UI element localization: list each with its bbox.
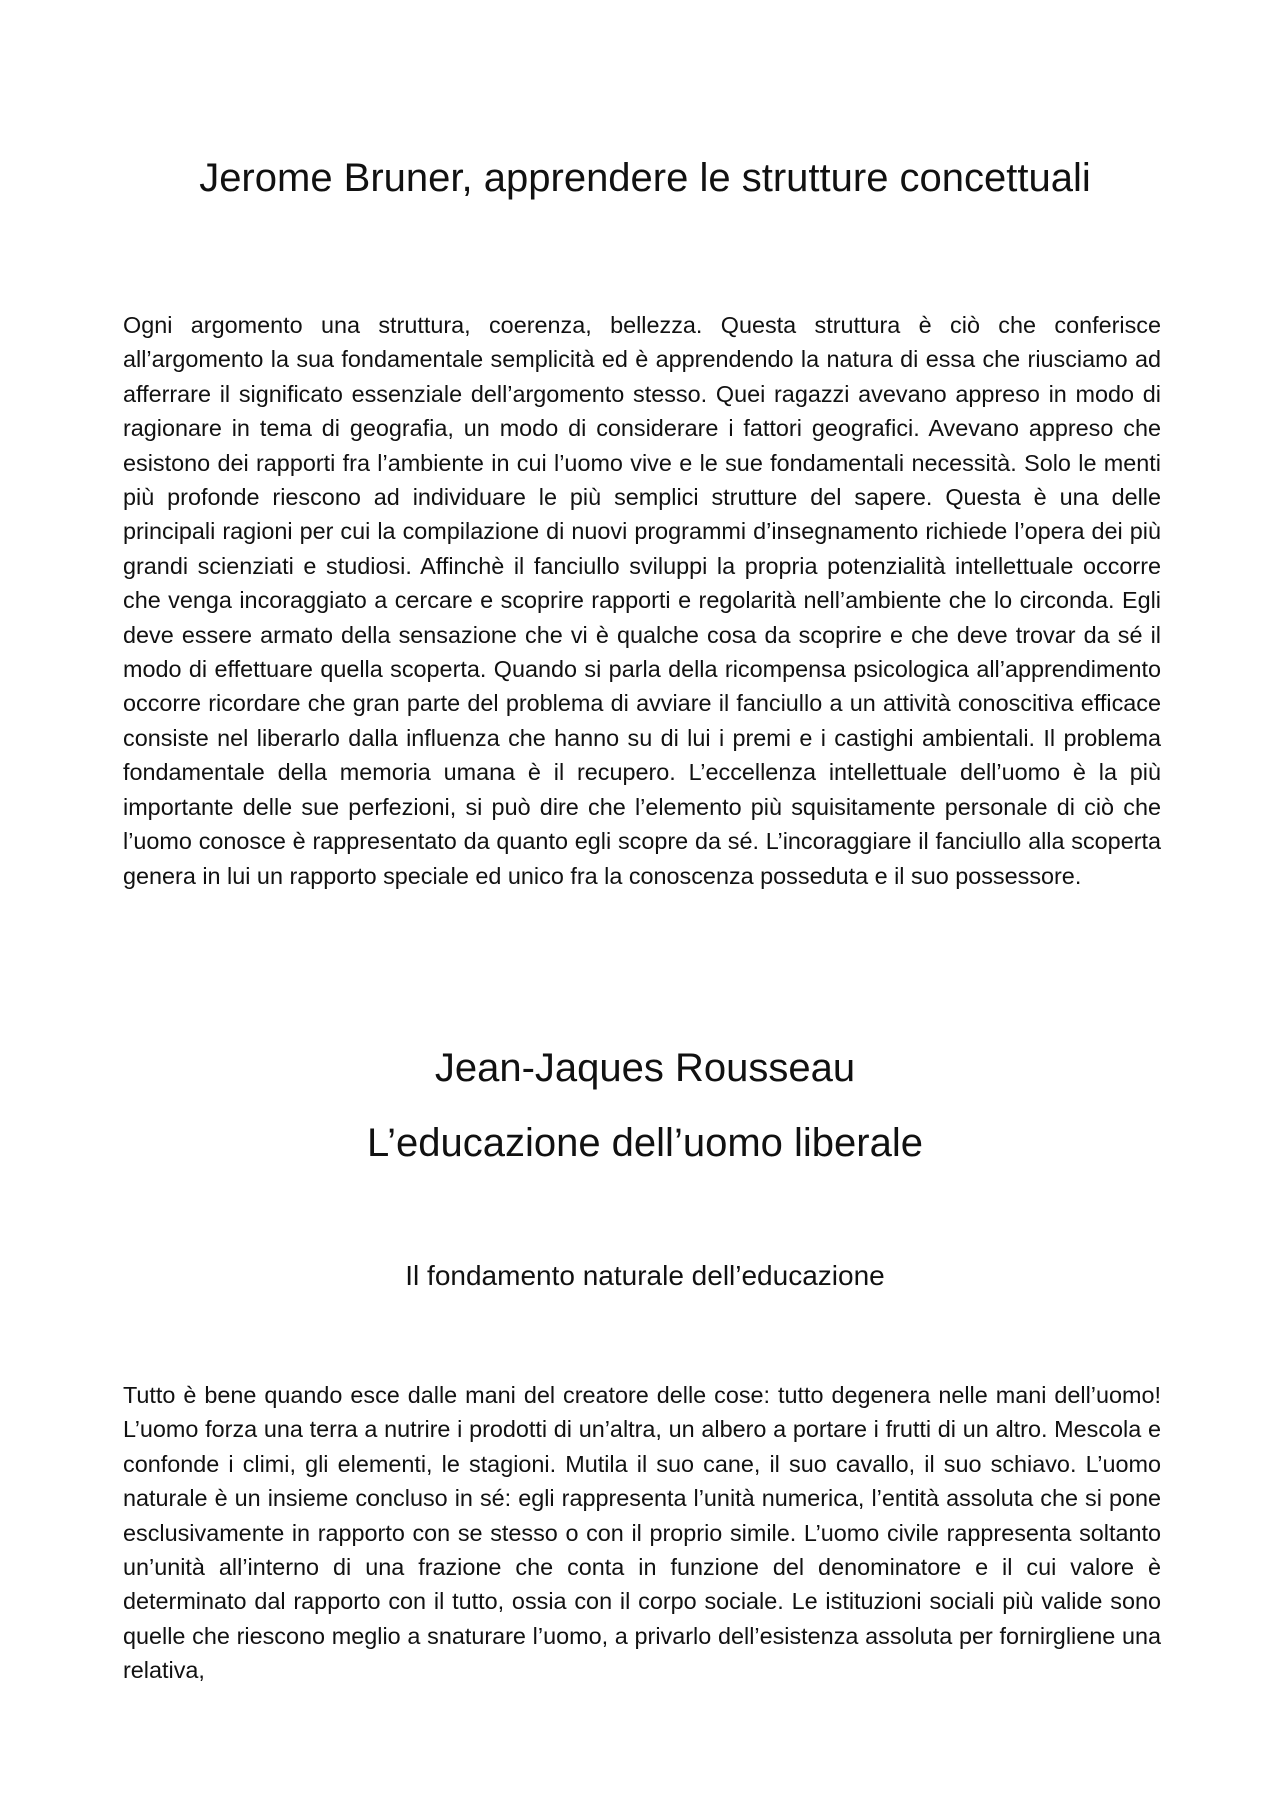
rousseau-work-title: L’educazione dell’uomo liberale — [367, 1121, 923, 1165]
rousseau-author-title: Jean-Jaques Rousseau — [434, 1046, 856, 1090]
bruner-section-body: Ogni argomento una struttura, coerenza, bellezza. Questa struttura è ciò che conferisce all’argomento la sua fondamentale semplicità ed è apprendendo la natura di essa che riusciamo ad afferrare il significato essenziale dell’argomento stesso. Quei ragazzi avevano appreso in modo di ragionare in tema di geografia, un modo di considerare i fattori geografici. Avevano appreso che esistono dei rapporti fra l’ambiente in cui l’uomo vive e le sue fondamentali necessità. Solo le menti più profonde riescono ad individuare le più semplici strutture del sapere. Questa è una delle principali ragioni per cui la compilazione di nuovi programmi d’insegnamento richiede l’opera dei più grandi scienziati e studiosi. Affinchè il fanciullo sviluppi la propria potenzialità intellettuale occorre che venga incoraggiato a cercare e scoprire rapporti e regolarità nell’ambiente che lo circonda. Egli deve essere armato della sensazione che vi è qualche cosa da scoprire e che deve trovar da sé il modo di effettuare quella scoperta. Quando si parla della ricompensa psicologica all’apprendimento occorre ricordare che gran parte del problema di avviare il fanciullo a un attività conoscitiva efficace consiste nel liberarlo dalla influenza che hanno su di lui i premi e i castighi ambientali. Il problema fondamentale della memoria umana è il recupero. L’eccellenza intellettuale dell’uomo è la più importante delle sue perfezioni, si può dire che l’elemento più squisitamente personale di ciò che l’uomo conosce è rappresentato da quanto egli scopre da sé. L’incoraggiare il fanciullo alla scoperta genera in lui un rapporto speciale ed unico fra la conoscenza posseduta e il suo possessore. — [123, 312, 1161, 889]
rousseau-section-subtitle: Il fondamento naturale dell’educazione — [405, 1260, 885, 1291]
bruner-section-title: Jerome Bruner, apprendere le strutture concettuali — [199, 156, 1091, 200]
rousseau-section-body: Tutto è bene quando esce dalle mani del creatore delle cose: tutto degenera nelle mani dell’uomo! L’uomo forza una terra a nutrire i prodotti di un’altra, un albero a portare i frutti di un altro. Mescola e confonde i climi, gli elementi, le stagioni. Mutila il suo cane, il suo cavallo, il suo schiavo. L’uomo naturale è un insieme concluso in sé: egli rappresenta l’unità numerica, l’entità assoluta che si pone esclusivamente in rapporto con se stesso o con il proprio simile. L’uomo civile rappresenta soltanto un’unità all’interno di una frazione che conta in funzione del denominatore e il cui valore è determinato dal rapporto con il tutto, ossia con il corpo sociale. Le istituzioni sociali più valide sono quelle che riescono meglio a snaturare l’uomo, a privarlo dell’esistenza assoluta per fornirgliene una relativa, — [123, 1382, 1161, 1684]
